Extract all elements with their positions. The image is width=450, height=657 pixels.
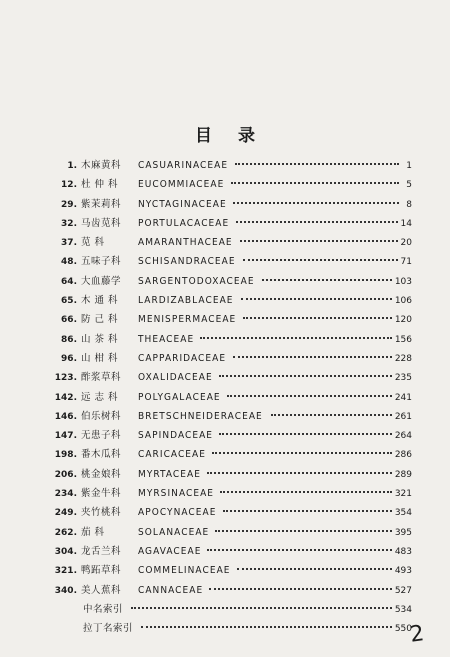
dot-leader bbox=[219, 375, 392, 377]
dot-leader bbox=[209, 588, 392, 590]
index-title: 拉丁名索引 bbox=[83, 623, 134, 635]
dot-leader bbox=[207, 549, 392, 551]
chinese-family-name: 紫金牛科 bbox=[81, 488, 122, 500]
latin-family-name: NYCTAGINACEAE bbox=[138, 198, 227, 210]
chinese-family-name: 木麻黄科 bbox=[81, 160, 122, 171]
table-of-contents bbox=[30, 157, 412, 639]
chinese-family-name: 远 志 科 bbox=[81, 391, 119, 403]
dot-leader bbox=[237, 568, 391, 570]
family-number: 37. bbox=[61, 238, 77, 249]
dot-leader bbox=[233, 202, 399, 204]
dot-leader bbox=[219, 433, 392, 435]
page-number: 1 bbox=[406, 161, 412, 171]
page-number: 534 bbox=[394, 604, 412, 615]
toc-row[interactable] bbox=[30, 350, 412, 369]
dot-leader bbox=[200, 337, 392, 339]
latin-family-name: AMARANTHACEAE bbox=[138, 237, 233, 249]
dot-leader bbox=[215, 530, 392, 532]
toc-row[interactable] bbox=[30, 466, 412, 485]
toc-row[interactable] bbox=[30, 389, 412, 408]
toc-row[interactable] bbox=[30, 331, 412, 350]
dot-leader bbox=[271, 414, 392, 416]
chinese-family-name: 防 己 科 bbox=[81, 314, 119, 326]
chinese-family-name: 苋 科 bbox=[81, 237, 105, 249]
chinese-family-name: 山 柑 科 bbox=[81, 352, 119, 364]
toc-row[interactable] bbox=[30, 253, 412, 272]
latin-family-name: SAPINDACEAE bbox=[138, 430, 214, 442]
dot-leader bbox=[262, 279, 391, 281]
latin-family-name: LARDIZABLACEAE bbox=[138, 295, 234, 307]
toc-row[interactable] bbox=[30, 543, 412, 562]
page-number: 8 bbox=[406, 199, 412, 210]
family-number: 234. bbox=[54, 489, 77, 500]
page-number: 483 bbox=[394, 546, 412, 557]
family-number: 262. bbox=[54, 527, 77, 538]
family-number: 86. bbox=[61, 334, 77, 345]
latin-family-name: PORTULACACEAE bbox=[138, 217, 230, 229]
title-char-1: 目 bbox=[195, 126, 212, 146]
toc-row[interactable] bbox=[30, 446, 412, 465]
page-number: 20 bbox=[400, 238, 412, 249]
toc-row[interactable] bbox=[30, 292, 412, 311]
page-number: 286 bbox=[394, 450, 412, 461]
dot-leader bbox=[131, 607, 392, 609]
latin-family-name: BRETSCHNEIDERACEAE bbox=[138, 410, 263, 422]
toc-row[interactable] bbox=[30, 485, 412, 504]
family-number: 304. bbox=[54, 546, 77, 557]
page-number: 5 bbox=[406, 180, 412, 191]
family-number: 1. bbox=[67, 161, 77, 171]
title-char-2: 录 bbox=[238, 126, 255, 146]
family-number: 198. bbox=[54, 450, 77, 461]
page-number: 14 bbox=[400, 218, 412, 229]
dot-leader bbox=[235, 163, 399, 165]
dot-leader bbox=[212, 452, 392, 454]
family-number: 340. bbox=[54, 585, 77, 596]
family-number: 48. bbox=[61, 257, 77, 268]
page-number: 321 bbox=[394, 489, 412, 500]
page-number: 120 bbox=[394, 315, 412, 326]
family-number: 64. bbox=[61, 276, 77, 287]
page-number: 550 bbox=[394, 624, 412, 635]
page-number: 289 bbox=[394, 469, 412, 480]
latin-family-name: CAPPARIDACEAE bbox=[138, 352, 227, 364]
latin-family-name: APOCYNACEAE bbox=[138, 507, 217, 519]
family-number: 66. bbox=[61, 315, 77, 326]
chinese-family-name: 桃金娘科 bbox=[81, 468, 122, 480]
dot-leader bbox=[236, 221, 398, 223]
toc-row[interactable] bbox=[30, 311, 412, 330]
chinese-family-name: 五味子科 bbox=[81, 256, 122, 268]
family-number: 249. bbox=[54, 508, 77, 519]
latin-family-name: MYRSINACEAE bbox=[138, 488, 215, 500]
dot-leader bbox=[241, 298, 392, 300]
latin-family-name: AGAVACEAE bbox=[138, 545, 202, 557]
chinese-family-name: 美人蕉科 bbox=[81, 584, 122, 596]
toc-row[interactable] bbox=[30, 215, 412, 234]
latin-family-name: POLYGALACEAE bbox=[138, 391, 221, 403]
page-number: 156 bbox=[394, 334, 412, 345]
latin-family-name: COMMELINACEAE bbox=[138, 565, 231, 577]
toc-row[interactable] bbox=[30, 157, 412, 176]
page-number: 395 bbox=[394, 527, 412, 538]
chinese-family-name: 鸭跖草科 bbox=[81, 565, 122, 577]
family-number: 321. bbox=[54, 566, 77, 577]
chinese-family-name: 番木瓜科 bbox=[81, 449, 122, 461]
page-number: 261 bbox=[394, 411, 412, 422]
family-number: 123. bbox=[54, 373, 77, 384]
toc-row[interactable] bbox=[30, 582, 412, 601]
toc-row[interactable] bbox=[30, 369, 412, 388]
chinese-family-name: 茄 科 bbox=[81, 526, 105, 538]
family-number: 12. bbox=[61, 180, 77, 191]
family-number: 146. bbox=[54, 411, 77, 422]
chinese-family-name: 伯乐树科 bbox=[81, 410, 122, 422]
latin-family-name: MYRTACEAE bbox=[138, 468, 201, 480]
latin-family-name: SOLANACEAE bbox=[138, 526, 210, 538]
chinese-family-name: 紫茉莉科 bbox=[81, 198, 122, 210]
page-number: 228 bbox=[394, 353, 412, 364]
family-number: 147. bbox=[54, 431, 77, 442]
page-number: 103 bbox=[394, 276, 412, 287]
dot-leader bbox=[227, 395, 392, 397]
chinese-family-name: 酢浆草科 bbox=[81, 372, 122, 384]
toc-row[interactable] bbox=[30, 562, 412, 581]
family-number: 206. bbox=[54, 469, 77, 480]
chinese-family-name: 无患子科 bbox=[81, 430, 122, 442]
dot-leader bbox=[240, 240, 398, 242]
toc-index-row[interactable] bbox=[30, 620, 412, 639]
toc-row[interactable] bbox=[30, 273, 412, 292]
page-number: 235 bbox=[394, 373, 412, 384]
dot-leader bbox=[223, 510, 392, 512]
family-number: 142. bbox=[54, 392, 77, 403]
toc-index-row[interactable] bbox=[30, 601, 412, 620]
toc-row[interactable] bbox=[30, 427, 412, 446]
dot-leader bbox=[233, 356, 392, 358]
chinese-family-name: 夹竹桃科 bbox=[81, 507, 122, 519]
toc-row[interactable] bbox=[30, 504, 412, 523]
index-title: 中名索引 bbox=[83, 603, 124, 615]
latin-family-name: CANNACEAE bbox=[138, 584, 204, 596]
family-number: 29. bbox=[61, 199, 77, 210]
latin-family-name: MENISPERMACEAE bbox=[138, 314, 237, 326]
page-number: 354 bbox=[394, 508, 412, 519]
toc-row[interactable] bbox=[30, 524, 412, 543]
latin-family-name: SCHISANDRACEAE bbox=[138, 256, 236, 268]
chinese-family-name: 马齿苋科 bbox=[81, 217, 122, 229]
family-number: 65. bbox=[61, 296, 77, 307]
page-number: 264 bbox=[394, 431, 412, 442]
page-number: 71 bbox=[400, 257, 412, 268]
family-number: 32. bbox=[61, 218, 77, 229]
chinese-family-name: 木 通 科 bbox=[81, 295, 119, 307]
dot-leader bbox=[243, 317, 391, 319]
latin-family-name: CARICACEAE bbox=[138, 449, 207, 461]
chinese-family-name: 山 茶 科 bbox=[81, 333, 119, 345]
page-number: 241 bbox=[394, 392, 412, 403]
page-number: 106 bbox=[394, 296, 412, 307]
toc-row[interactable] bbox=[30, 408, 412, 427]
toc-row[interactable] bbox=[30, 176, 412, 195]
latin-family-name: OXALIDACEAE bbox=[138, 372, 213, 384]
dot-leader bbox=[231, 182, 399, 184]
dot-leader bbox=[220, 491, 392, 493]
dot-leader bbox=[207, 472, 392, 474]
toc-row[interactable] bbox=[30, 234, 412, 253]
page-number: 493 bbox=[394, 566, 412, 577]
page-title bbox=[0, 121, 450, 146]
dot-leader bbox=[141, 626, 392, 628]
latin-family-name: CASUARINACEAE bbox=[138, 160, 229, 171]
family-number: 96. bbox=[61, 353, 77, 364]
page-number: 527 bbox=[394, 585, 412, 596]
handwritten-mark: 2 bbox=[408, 621, 426, 648]
latin-family-name: EUCOMMIACEAE bbox=[138, 179, 225, 191]
latin-family-name: THEACEAE bbox=[138, 333, 195, 345]
latin-family-name: SARGENTODOXACEAE bbox=[138, 275, 255, 287]
chinese-family-name: 龙舌兰科 bbox=[81, 545, 122, 557]
dot-leader bbox=[243, 259, 398, 261]
chinese-family-name: 大血藤学 bbox=[81, 275, 122, 287]
chinese-family-name: 杜 仲 科 bbox=[81, 179, 119, 191]
toc-row[interactable] bbox=[30, 196, 412, 215]
